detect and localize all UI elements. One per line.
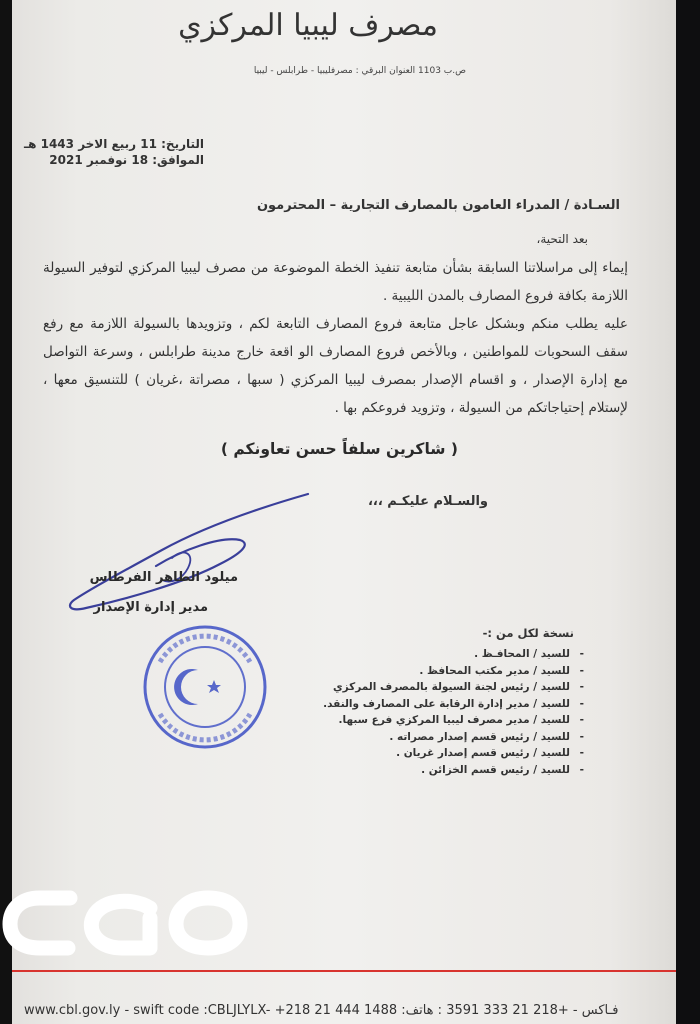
body-paragraph-1: إيماء إلى مراسلاتنا السابقة بشأن متابعة تنفيذ الخطة الموضوعة من مصرف ليبيا المركزي لتوفير السيولة اللازمة بكافة فروع المصارف بالمدن الليبية . — [43, 260, 628, 304]
list-item: - للسيد / مدير مكتب المحافظ . — [323, 663, 584, 680]
letterhead-address: ص.ب 1103 العنوان البرقي : مصرفليبيا - طرابلس - ليبيا — [253, 66, 466, 76]
watermark-logo-icon — [0, 878, 250, 968]
official-stamp-icon — [140, 622, 270, 752]
hijri-date: التاريخ: 11 ربيع الاخر 1443 هـ — [24, 137, 204, 151]
list-item: - للسيد / رئيس قسم إصدار غريان . — [323, 745, 584, 762]
list-item: - للسيد / مدير مصرف ليبيا المركزي فرع سبها. — [323, 712, 584, 729]
list-item: - للسيد / رئيس لجنة السيولة بالمصرف المركزي — [323, 679, 584, 696]
body-paragraph-2: عليه يطلب منكم وبشكل عاجل متابعة فروع المصارف التابعة لكم ، وتزويدها بالسيولة اللازمة مع رفع سقف السحوبات للمواطنين ، وبالأخص فروع المصارف الو اقعة خارج مدينة طرابلس ، وسرعة التواصل مع إدارة الإصدار ، و اقسام الإصدار بمصرف ليبيا المركزي ( سبها ، مصراتة ،غريان ) للتنسيق معها ، لإستلام إحتياجاتكم من السيولة ، وتزويد فروعكم بها . — [43, 316, 628, 416]
copies-title: نسخة لكل من :- — [482, 626, 574, 640]
gregorian-date: الموافق: 18 نوفمبر 2021 — [49, 153, 204, 167]
signatory-title: مدير إدارة الإصدار — [93, 600, 208, 615]
salutation: والسـلام عليكـم ،،، — [367, 494, 488, 509]
handwritten-signature — [52, 488, 312, 618]
footer-divider — [12, 970, 676, 972]
photo-border-right — [676, 0, 700, 1024]
bank-logo-text: مصرف ليبيا المركزي — [178, 8, 438, 43]
list-item: - للسيد / رئيس قسم الخزائن . — [323, 762, 584, 779]
letter-page — [12, 0, 676, 1024]
signatory-name: ميلود الطاهر الفرطاس — [89, 570, 238, 585]
list-item: - للسيد / رئيس قسم إصدار مصراته . — [323, 729, 584, 746]
photo-border-left — [0, 0, 12, 1024]
addressee-line: السـادة / المدراء العامون بالمصارف التجارية – المحترمون — [256, 198, 620, 213]
list-item: - للسيد / مدير إدارة الرقابة على المصارف والنقد. — [323, 696, 584, 713]
footer-contact: www.cbl.gov.ly - swift code :CBLJLYLX- +218 21 444 1488 :فـاكس - +218 21 333 3591 : هاتف — [24, 1003, 619, 1018]
closing-line: ( شاكرين سلفاً حسن تعاونكم ) — [220, 440, 458, 458]
copies-list — [323, 646, 584, 778]
greeting: بعد التحية، — [536, 232, 588, 246]
list-item: - للسيد / المحافـظ . — [323, 646, 584, 663]
